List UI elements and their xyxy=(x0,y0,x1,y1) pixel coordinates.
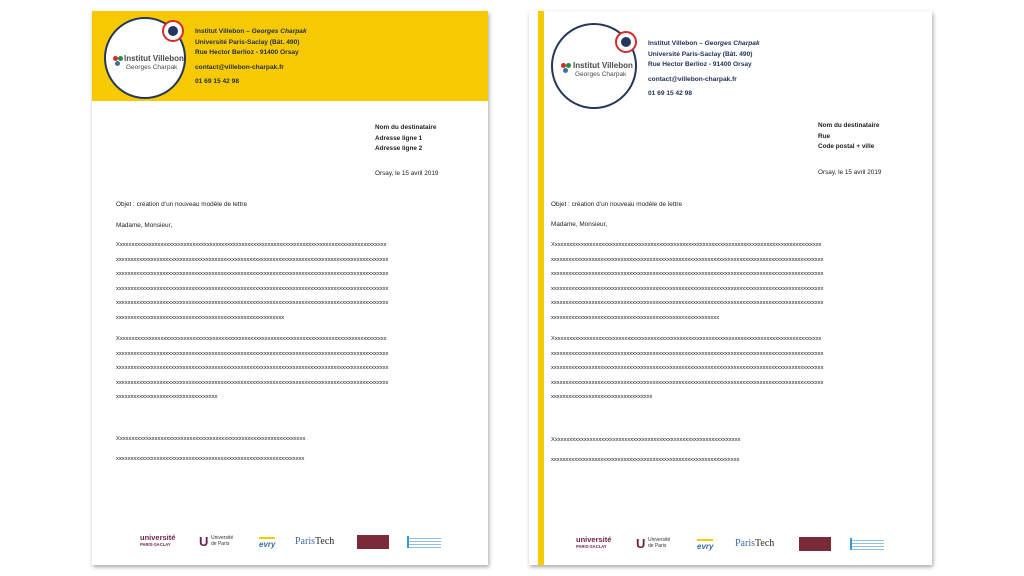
institute-name: Institut Villebon – Georges Charpak xyxy=(648,40,760,47)
institute-name: Institut Villebon – Georges Charpak xyxy=(195,28,307,35)
institute-logo xyxy=(551,23,637,109)
body-line: xxxxxxxxxxxxxxxxxxxxxxxxxxxxxxxxxxx xyxy=(551,394,653,401)
body-paragraph-2 xyxy=(551,332,823,405)
logo-line-1: Institut Villebon xyxy=(573,61,633,70)
letter-page-side-bar xyxy=(529,11,932,565)
paristech-logo: ParisTech xyxy=(735,538,775,549)
evry-logo: evry xyxy=(697,539,713,551)
institute-phone: 01 69 15 42 98 xyxy=(648,90,692,97)
body-line: Xxxxxxxxxxxxxxxxxxxxxxxxxxxxxxxxxxxxxxxxxxxxxxxxxxxxxxxxxxxxxxxxxxxxxxxxxxxxxxxxxxxxxxxxxxxxx xyxy=(116,336,387,342)
body-line: xxxxxxxxxxxxxxxxxxxxxxxxxxxxxxxxxxxxxxxxxxxxxxxxxxxxxxxxxxxxxxxxx xyxy=(551,457,740,463)
logo-line-2: Georges Charpak xyxy=(575,71,627,78)
institute-street: Rue Hector Berlioz - 91400 Orsay xyxy=(195,49,299,56)
recipient-line: Adresse ligne 2 xyxy=(375,145,423,152)
yellow-side-bar xyxy=(538,11,544,565)
contact-block xyxy=(195,27,307,88)
recipient-line: Adresse ligne 1 xyxy=(375,134,423,142)
universite-paris-saclay-logo: université PARIS-SACLAY xyxy=(576,535,612,549)
body-paragraph-2 xyxy=(116,332,388,405)
body-line: Xxxxxxxxxxxxxxxxxxxxxxxxxxxxxxxxxxxxxxxxxxxxxxxxxxxxxxxxxxxxxxxxxxxxxxxxxxxxxxxxxxxxxxxxxxxxx xyxy=(551,336,822,342)
body-paragraph-3 xyxy=(116,429,305,469)
partner-logos: université PARIS-SACLAY U Université de Paris evry ParisTech xyxy=(529,533,932,553)
contact-block xyxy=(648,39,760,100)
body-line: xxxxxxxxxxxxxxxxxxxxxxxxxxxxxxxxxxx xyxy=(116,394,218,401)
letter-subject: Objet : création d’un nouveau modèle de lettre xyxy=(551,201,683,208)
body-line: xxxxxxxxxxxxxxxxxxxxxxxxxxxxxxxxxxxxxxxxxxxxxxxxxxxxxxxxxxxxxxxxxxxxxxxxxxxxxxxxxxxxxxxxxxxxxx xyxy=(116,350,389,357)
body-line: xxxxxxxxxxxxxxxxxxxxxxxxxxxxxxxxxxxxxxxxxxxxxxxxxxxxxxxxxxxxxxxxxxxxxxxxxxxxxxxxxxxxxxxxxxxxxx xyxy=(551,365,824,372)
body-line: xxxxxxxxxxxxxxxxxxxxxxxxxxxxxxxxxxxxxxxxxxxxxxxxxxxxxxxxxxxxxxxxx xyxy=(116,456,305,462)
recipient-block xyxy=(818,121,879,153)
institute-email: contact@villebon-charpak.fr xyxy=(648,75,737,83)
body-line: xxxxxxxxxxxxxxxxxxxxxxxxxxxxxxxxxxxxxxxxxxxxxxxxxxxxxxxxxxxxxxxxxxxxxxxxxxxxxxxxxxxxxxxxxxxxxx xyxy=(116,365,389,372)
body-line: xxxxxxxxxxxxxxxxxxxxxxxxxxxxxxxxxxxxxxxxxxxxxxxxxxxxxxxxxxxxxxxxxxxxxxxxxxxxxxxxxxxxxxxxxxxxxx xyxy=(116,300,389,307)
body-line: xxxxxxxxxxxxxxxxxxxxxxxxxxxxxxxxxxxxxxxxxxxxxxxxxxxxxxxxxxxxxxxxxxxxxxxxxxxxxxxxxxxxxxxxxxxxxx xyxy=(551,285,824,292)
ens-logo xyxy=(799,537,831,551)
body-line: xxxxxxxxxxxxxxxxxxxxxxxxxxxxxxxxxxxxxxxxxxxxxxxxxxxxxxxxxxxxxxxxxxxxxxxxxxxxxxxxxxxxxxxxxxxxxx xyxy=(551,256,824,263)
logo-mark xyxy=(113,56,123,66)
institute-street: Rue Hector Berlioz - 91400 Orsay xyxy=(648,61,752,68)
body-paragraph-1 xyxy=(551,238,823,326)
body-line: xxxxxxxxxxxxxxxxxxxxxxxxxxxxxxxxxxxxxxxxxxxxxxxxxxxxxxxxxxxxxxxxxxxxxxxxxxxxxxxxxxxxxxxxxxxxxx xyxy=(551,379,824,386)
body-paragraph-1 xyxy=(116,238,388,326)
letter-salutation: Madame, Monsieur, xyxy=(116,222,173,229)
institute-phone: 01 69 15 42 98 xyxy=(195,78,239,85)
institute-logo xyxy=(104,17,186,99)
french-republic-emblem xyxy=(615,31,637,53)
recipient-line: Nom du destinataire xyxy=(375,124,437,131)
letter-date: Orsay, le 15 avril 2019 xyxy=(375,170,439,177)
universite-paris-saclay-logo: université PARIS-SACLAY xyxy=(140,533,176,547)
body-line: xxxxxxxxxxxxxxxxxxxxxxxxxxxxxxxxxxxxxxxxxxxxxxxxxxxxxxxxxx xyxy=(551,314,720,321)
body-line: xxxxxxxxxxxxxxxxxxxxxxxxxxxxxxxxxxxxxxxxxxxxxxxxxxxxxxxxxxxxxxxxxxxxxxxxxxxxxxxxxxxxxxxxxxxxxx xyxy=(116,285,389,292)
body-line: xxxxxxxxxxxxxxxxxxxxxxxxxxxxxxxxxxxxxxxxxxxxxxxxxxxxxxxxxxxxxxxxxxxxxxxxxxxxxxxxxxxxxxxxxxxxxx xyxy=(116,379,389,386)
logo-line-2: Georges Charpak xyxy=(126,64,178,71)
letter-subject: Objet : création d’un nouveau modèle de lettre xyxy=(116,201,248,208)
body-line: xxxxxxxxxxxxxxxxxxxxxxxxxxxxxxxxxxxxxxxxxxxxxxxxxxxxxxxxxxxxxxxxxxxxxxxxxxxxxxxxxxxxxxxxxxxxxx xyxy=(551,350,824,357)
body-line: Xxxxxxxxxxxxxxxxxxxxxxxxxxxxxxxxxxxxxxxxxxxxxxxxxxxxxxxxxxxxxxxxxxxxxxxxxxxxxxxxxxxxxxxxxxxxx xyxy=(551,242,822,248)
body-line: xxxxxxxxxxxxxxxxxxxxxxxxxxxxxxxxxxxxxxxxxxxxxxxxxxxxxxxxxxxxxxxxxxxxxxxxxxxxxxxxxxxxxxxxxxxxxx xyxy=(116,271,389,278)
body-paragraph-3 xyxy=(551,430,740,470)
evry-logo: evry xyxy=(259,537,275,549)
partner-logos: université PARIS-SACLAY U Université de Paris evry ParisTech xyxy=(92,533,488,553)
institute-university: Université Paris-Saclay (Bât. 490) xyxy=(195,38,300,46)
recipient-line: Nom du destinataire xyxy=(818,122,880,129)
institute-university: Université Paris-Saclay (Bât. 490) xyxy=(648,50,753,58)
body-line: xxxxxxxxxxxxxxxxxxxxxxxxxxxxxxxxxxxxxxxxxxxxxxxxxxxxxxxxxxxxxxxxxxxxxxxxxxxxxxxxxxxxxxxxxxxxxx xyxy=(551,300,824,307)
ecole-logo xyxy=(850,538,884,550)
recipient-block xyxy=(375,123,436,155)
french-republic-emblem xyxy=(162,20,184,42)
recipient-line: Code postal + ville xyxy=(818,143,875,150)
body-line: Xxxxxxxxxxxxxxxxxxxxxxxxxxxxxxxxxxxxxxxxxxxxxxxxxxxxxxxxxxxxxxxxx xyxy=(116,436,306,442)
body-line: Xxxxxxxxxxxxxxxxxxxxxxxxxxxxxxxxxxxxxxxxxxxxxxxxxxxxxxxxxxxxxxxxx xyxy=(551,437,741,443)
letter-date: Orsay, le 15 avril 2019 xyxy=(818,169,882,176)
ecole-logo xyxy=(407,536,441,548)
logo-line-1: Institut Villebon xyxy=(124,54,184,63)
paristech-logo: ParisTech xyxy=(295,536,335,547)
ens-logo xyxy=(357,535,389,549)
body-line: xxxxxxxxxxxxxxxxxxxxxxxxxxxxxxxxxxxxxxxxxxxxxxxxxxxxxxxxxxxxxxxxxxxxxxxxxxxxxxxxxxxxxxxxxxxxxx xyxy=(551,271,824,278)
body-line: xxxxxxxxxxxxxxxxxxxxxxxxxxxxxxxxxxxxxxxxxxxxxxxxxxxxxxxxxxxxxxxxxxxxxxxxxxxxxxxxxxxxxxxxxxxxxx xyxy=(116,256,389,263)
letter-salutation: Madame, Monsieur, xyxy=(551,221,608,228)
logo-mark xyxy=(561,63,571,73)
body-line: Xxxxxxxxxxxxxxxxxxxxxxxxxxxxxxxxxxxxxxxxxxxxxxxxxxxxxxxxxxxxxxxxxxxxxxxxxxxxxxxxxxxxxxxxxxxxx xyxy=(116,242,387,248)
institute-email: contact@villebon-charpak.fr xyxy=(195,63,284,71)
body-line: xxxxxxxxxxxxxxxxxxxxxxxxxxxxxxxxxxxxxxxxxxxxxxxxxxxxxxxxxx xyxy=(116,314,285,321)
recipient-line: Rue xyxy=(818,132,831,140)
letter-page-yellow-header xyxy=(92,11,488,565)
